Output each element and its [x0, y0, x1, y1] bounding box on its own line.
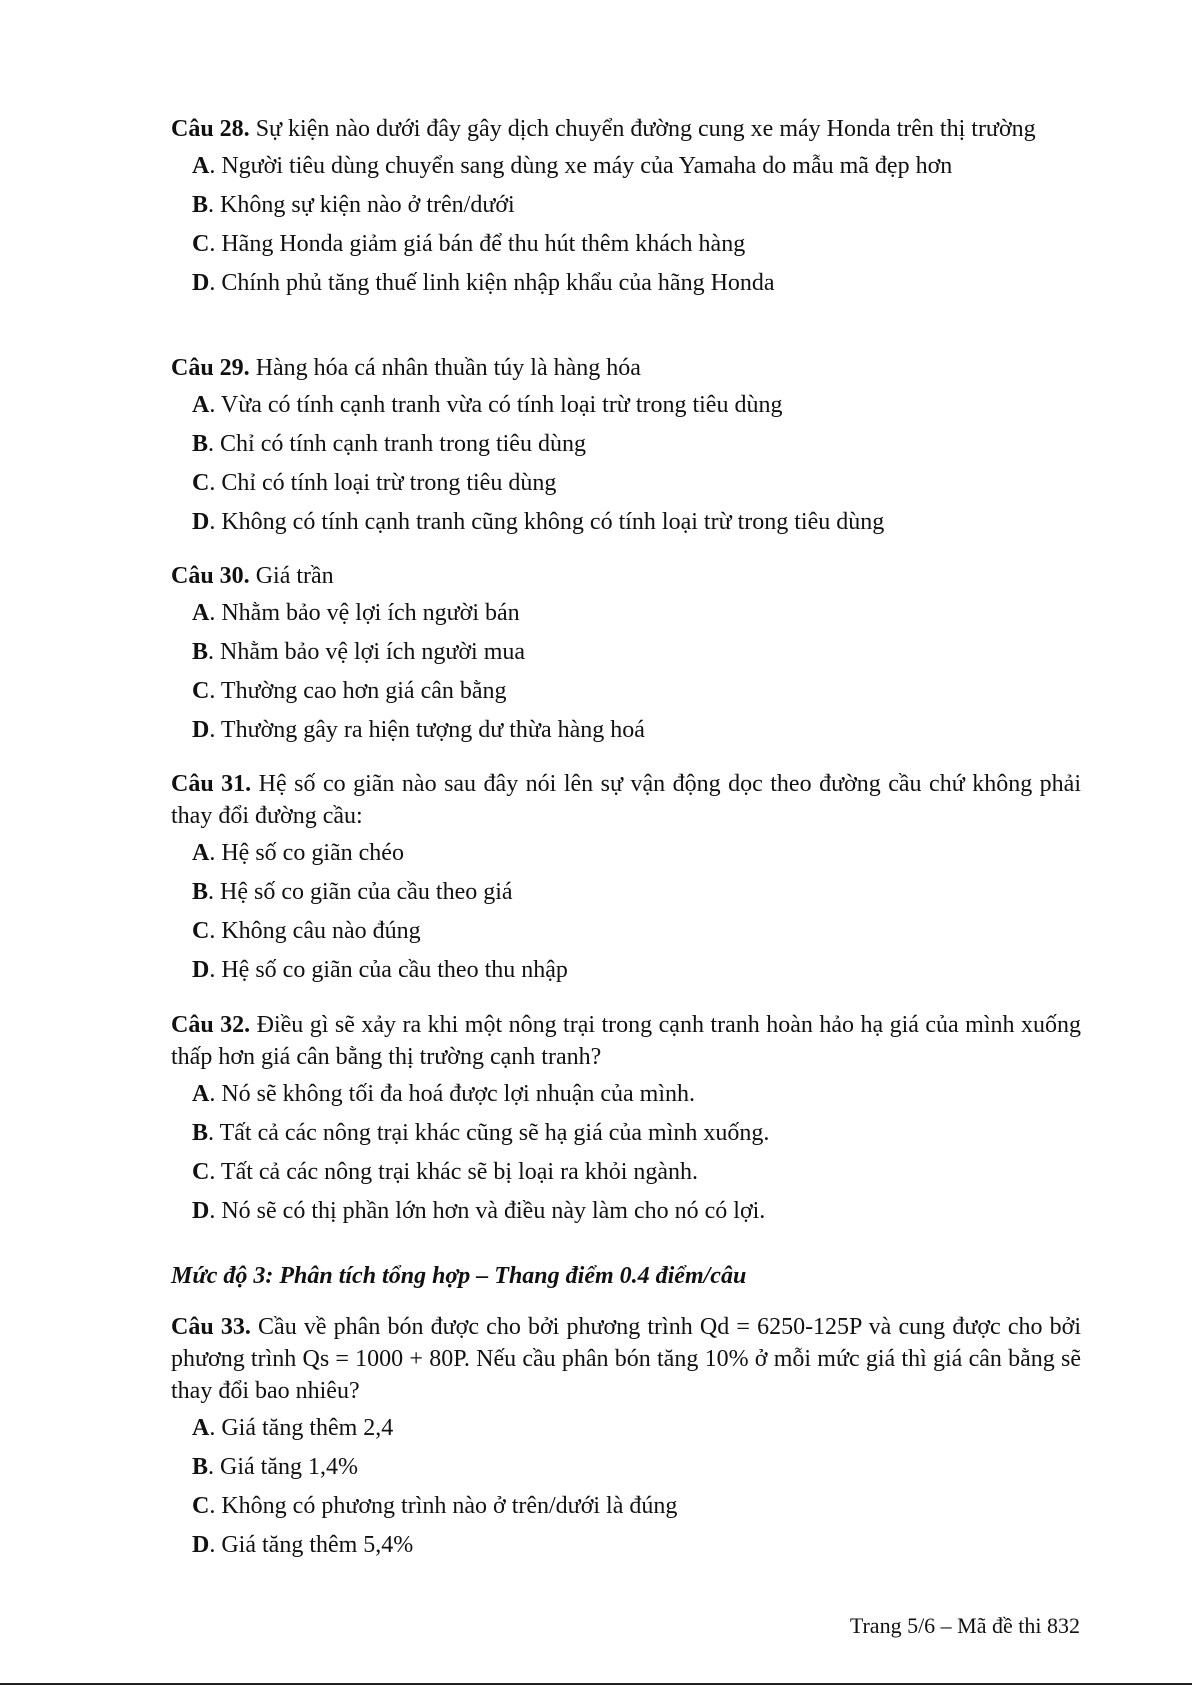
option-label: B: [192, 1120, 209, 1146]
option-text: . Giá tăng 1,4%: [208, 1454, 358, 1480]
option-d: [192, 503, 1081, 542]
option-d: [192, 264, 1081, 303]
option-a: [192, 1409, 1081, 1448]
option-label: B: [192, 1454, 209, 1480]
option-text: . Hệ số co giãn của cầu theo thu nhập: [209, 957, 568, 983]
question-number: Câu 28.: [171, 116, 250, 142]
question-text: [171, 352, 1081, 384]
question-body: Hệ số co giãn nào sau đây nói lên sự vận động dọc theo đường cầu chứ không phải thay đổi đường cầu:: [171, 771, 1081, 829]
option-text: . Hệ số co giãn của cầu theo giá: [208, 879, 513, 905]
option-b: [192, 425, 1081, 464]
question-body: Giá trần: [255, 563, 334, 589]
option-label: D: [192, 1532, 210, 1558]
option-text: . Giá tăng thêm 2,4: [209, 1415, 394, 1441]
option-b: [192, 633, 1081, 672]
option-text: . Tất cả các nông trại khác cũng sẽ hạ giá của mình xuống.: [208, 1120, 770, 1146]
option-text: . Giá tăng thêm 5,4%: [209, 1532, 414, 1558]
question-body: Sự kiện nào dưới đây gây dịch chuyển đường cung xe máy Honda trên thị trường: [255, 116, 1036, 142]
option-text: . Không có phương trình nào ở trên/dưới là đúng: [209, 1493, 678, 1519]
question-28: [171, 113, 1081, 303]
question-31: [171, 768, 1081, 990]
option-label: C: [192, 918, 210, 944]
question-29: [171, 352, 1081, 542]
option-text: . Không câu nào đúng: [209, 918, 421, 944]
option-text: . Thường cao hơn giá cân bằng: [209, 678, 507, 704]
option-label: D: [192, 717, 210, 743]
option-b: [192, 1114, 1081, 1153]
option-c: [192, 672, 1081, 711]
option-text: . Hãng Honda giảm giá bán để thu hút thêm khách hàng: [209, 231, 746, 257]
option-text: . Vừa có tính cạnh tranh vừa có tính loại trừ trong tiêu dùng: [209, 392, 783, 418]
page-footer: Trang 5/6 – Mã đề thi 832: [849, 1613, 1080, 1638]
option-label: A: [192, 840, 210, 866]
option-label: B: [192, 639, 209, 665]
question-30: [171, 560, 1081, 750]
option-label: A: [192, 1415, 210, 1441]
question-body: Điều gì sẽ xảy ra khi một nông trại trong cạnh tranh hoàn hảo hạ giá của mình xuống thấp hơn giá cân bằng thị trường cạnh tranh?: [171, 1012, 1081, 1070]
options-list: [192, 1409, 1081, 1565]
option-label: C: [192, 231, 210, 257]
section-heading: Mức độ 3: Phân tích tổng hợp – Thang điểm 0.4 điểm/câu: [171, 1263, 747, 1289]
question-number: Câu 30.: [171, 563, 250, 589]
option-label: C: [192, 678, 210, 704]
question-text: [171, 1311, 1081, 1407]
option-label: A: [192, 392, 210, 418]
question-text: [171, 1009, 1081, 1073]
option-text: . Thường gây ra hiện tượng dư thừa hàng hoá: [209, 717, 645, 743]
option-text: . Nhằm bảo vệ lợi ích người bán: [209, 600, 520, 626]
option-a: [192, 594, 1081, 633]
option-c: [192, 225, 1081, 264]
option-text: . Tất cả các nông trại khác sẽ bị loại ra khỏi ngành.: [209, 1159, 699, 1185]
options-list: [192, 1075, 1081, 1231]
options-list: [192, 594, 1081, 750]
option-text: . Chính phủ tăng thuế linh kiện nhập khẩu của hãng Honda: [209, 270, 775, 296]
options-list: [192, 834, 1081, 990]
question-number: Câu 33.: [171, 1314, 251, 1340]
option-label: C: [192, 1159, 210, 1185]
option-text: . Hệ số co giãn chéo: [209, 840, 404, 866]
question-32: [171, 1009, 1081, 1231]
question-text: [171, 768, 1081, 832]
option-text: . Nó sẽ không tối đa hoá được lợi nhuận của mình.: [209, 1081, 695, 1107]
option-d: [192, 951, 1081, 990]
question-33: [171, 1311, 1081, 1565]
option-b: [192, 186, 1081, 225]
option-c: [192, 1487, 1081, 1526]
option-label: B: [192, 192, 209, 218]
question-number: Câu 31.: [171, 771, 252, 797]
option-label: D: [192, 957, 210, 983]
option-label: A: [192, 1081, 210, 1107]
option-c: [192, 912, 1081, 951]
option-d: [192, 711, 1081, 750]
option-d: [192, 1192, 1081, 1231]
question-text: [171, 113, 1081, 145]
option-label: C: [192, 470, 210, 496]
option-label: C: [192, 1493, 210, 1519]
option-a: [192, 834, 1081, 873]
question-body: Cầu về phân bón được cho bởi phương trình Qd = 6250-125P và cung được cho bởi phương trình Qs = 1000 + 80P. Nếu cầu phân bón tăng 10% ở mỗi mức giá thì giá cân bằng sẽ thay đổi bao nhiêu?: [171, 1314, 1082, 1404]
option-c: [192, 1153, 1081, 1192]
option-label: A: [192, 600, 210, 626]
option-label: D: [192, 270, 210, 296]
option-a: [192, 1075, 1081, 1114]
option-b: [192, 873, 1081, 912]
question-number: Câu 29.: [171, 355, 250, 381]
option-text: . Chỉ có tính loại trừ trong tiêu dùng: [209, 470, 557, 496]
option-text: . Nhằm bảo vệ lợi ích người mua: [208, 639, 526, 665]
options-list: [192, 386, 1081, 542]
option-label: D: [192, 509, 210, 535]
option-b: [192, 1448, 1081, 1487]
option-text: . Chỉ có tính cạnh tranh trong tiêu dùng: [208, 431, 586, 457]
option-text: . Nó sẽ có thị phần lớn hơn và điều này làm cho nó có lợi.: [209, 1198, 766, 1224]
options-list: [192, 147, 1081, 303]
option-text: . Không sự kiện nào ở trên/dưới: [208, 192, 515, 218]
question-text: [171, 560, 1081, 592]
question-number: Câu 32.: [171, 1012, 251, 1038]
option-c: [192, 464, 1081, 503]
option-text: . Không có tính cạnh tranh cũng không có tính loại trừ trong tiêu dùng: [209, 509, 885, 535]
option-label: A: [192, 153, 210, 179]
option-label: D: [192, 1198, 210, 1224]
option-label: B: [192, 431, 209, 457]
question-body: Hàng hóa cá nhân thuần túy là hàng hóa: [255, 355, 641, 381]
option-text: . Người tiêu dùng chuyển sang dùng xe máy của Yamaha do mẫu mã đẹp hơn: [209, 153, 953, 179]
option-d: [192, 1526, 1081, 1565]
option-a: [192, 386, 1081, 425]
option-a: [192, 147, 1081, 186]
option-label: B: [192, 879, 209, 905]
